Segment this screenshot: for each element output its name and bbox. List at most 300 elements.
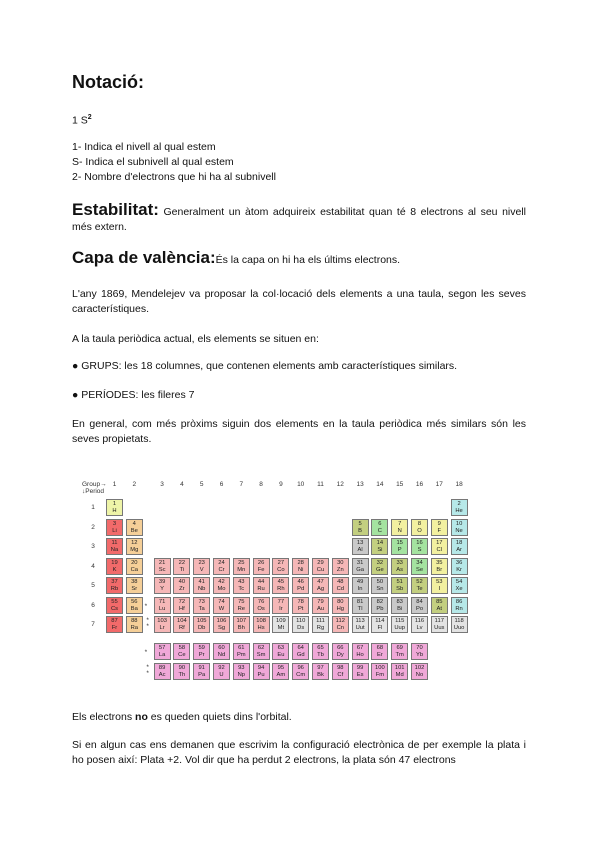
element-number: 104 [177,618,187,624]
element-H [106,499,123,516]
element-number: 83 [396,598,403,605]
element-number: 102 [414,664,425,671]
element-number: 95 [277,664,285,671]
period-label-5: 5 [91,582,95,589]
element-number: 21 [158,559,166,566]
lanthanide-marker: * [144,649,148,656]
group-label-12: 12 [336,481,344,488]
element-number: 1 [112,501,117,507]
element-Ba [126,597,143,614]
element-number: 33 [396,559,403,566]
element-Fe [253,558,270,575]
definitions-list [72,140,276,185]
element-Hf [173,597,190,614]
element-symbol: Uuo [453,625,465,631]
element-number: 6 [378,520,382,527]
element-number: 99 [356,664,364,671]
para-taula-actual: A la taula periòdica actual, els elements se situen en: [72,333,319,345]
group-label-8: 8 [259,481,263,488]
element-number: 88 [131,618,138,624]
element-number: 17 [436,540,443,546]
actinide-Cf [332,663,349,680]
element-Y [154,577,171,594]
element-number: 35 [436,559,443,566]
group-label-6: 6 [219,481,224,488]
element-As [391,558,408,575]
element-symbol: Uut [355,625,365,631]
element-symbol: Yb [415,652,424,658]
element-Be [126,519,143,536]
lanthanide-Dy [332,643,349,660]
element-number: 9 [437,520,441,527]
group-label-1: 1 [112,481,117,488]
period-label-1: 1 [91,504,95,511]
element-symbol: In [357,586,363,592]
element-symbol: Zr [179,586,185,592]
element-symbol: Tm [395,652,404,658]
element-symbol: Hf [178,605,185,612]
group-label-3: 3 [160,481,164,488]
element-number: 28 [297,559,304,566]
element-symbol: Fm [375,671,385,678]
element-symbol: U [219,671,224,678]
element-symbol: Pd [297,586,305,592]
definition-1: 1- Indica el nivell al qual estem [72,141,216,153]
element-number: 87 [111,618,118,624]
element-Te [411,577,428,594]
element-At [431,597,448,614]
element-number: 107 [236,618,247,624]
element-number: 20 [131,559,138,566]
group-label-2: 2 [132,481,137,488]
element-number: 53 [436,579,443,585]
element-Nb [193,577,210,594]
element-N [391,519,408,536]
group-label-10: 10 [297,481,305,488]
element-number: 65 [317,645,324,651]
element-symbol: Mo [217,586,226,592]
element-number: 45 [277,579,285,585]
estabilitat-text: Generalment un àtom adquireix estabilitat quan té 8 electrons al seu nivell més extern. [72,206,526,233]
lanthanide-Sm [253,643,270,660]
definition-2: S- Indica el subnivell al qual estem [72,156,234,168]
element-symbol: P [397,547,402,553]
element-symbol: Tl [357,605,363,612]
element-symbol: At [436,605,443,612]
element-number: 78 [297,598,304,605]
element-Fl [371,616,388,633]
group-label-5: 5 [199,481,204,488]
element-Ne [451,519,468,536]
element-number: 24 [218,559,225,566]
element-number: 19 [111,559,118,566]
element-number: 40 [178,579,186,585]
element-symbol: Sn [376,586,384,592]
element-number: 101 [394,664,405,671]
element-symbol: I [438,586,441,592]
element-Lv [411,616,428,633]
element-Rf [173,616,190,633]
element-number: 12 [131,540,138,546]
actinide-Pu [253,663,270,680]
element-number: 59 [198,645,205,651]
element-Cs [106,597,123,614]
group-label-17: 17 [435,481,443,488]
actinide-Pa [193,663,210,680]
element-P [391,538,408,555]
element-Lu [154,597,171,614]
para-plata: Si en algun cas ens demanen que escrivim la configuració electrònica de per exemple la plata i ho posen així: Plata +2. Vol dir que ha perdut 2 electrons, la plata són 47 electrons [72,739,526,766]
element-symbol: Ra [130,625,138,631]
element-Fr [106,616,123,633]
element-symbol: Cr [218,566,225,573]
element-symbol: Lu [158,605,166,612]
element-number: 37 [111,579,118,585]
element-number: 2 [457,501,461,507]
element-symbol: Po [415,605,424,612]
element-number: 74 [218,598,225,605]
element-symbol: Pm [236,652,246,658]
element-symbol: Bk [317,671,324,678]
element-symbol: N [397,527,402,534]
element-symbol: Hg [336,605,344,612]
element-number: 52 [416,579,423,585]
element-symbol: Dy [336,652,344,658]
lanthanide-Ho [352,643,369,660]
element-symbol: Sb [396,586,404,592]
element-number: 55 [111,598,118,605]
element-Mg [126,538,143,555]
element-number: 31 [356,559,364,566]
element-Ta [193,597,210,614]
period-label-4: 4 [91,562,95,570]
element-number: 80 [337,598,344,605]
element-Bh [233,616,250,633]
actinide-Th [173,663,190,680]
element-symbol: Mn [237,566,246,573]
element-Li [106,519,123,536]
actinide-Fm [371,663,388,680]
element-Bi [391,597,408,614]
element-number: 112 [335,618,345,624]
definition-3: 2- Nombre d'electrons que hi ha al subnivell [72,171,276,183]
element-symbol: Ga [356,566,364,573]
element-number: 26 [257,559,265,566]
element-number: 63 [277,645,285,651]
element-number: 22 [178,559,186,566]
element-Re [233,597,250,614]
actinide-Am [272,663,289,680]
element-Ca [126,558,143,575]
element-symbol: Al [357,547,363,553]
element-number: 75 [238,598,245,605]
capa-title: Capa de valència: [72,248,216,267]
element-symbol: La [158,652,166,658]
element-number: 15 [396,540,403,546]
element-Uus [431,616,448,633]
element-symbol: Re [237,605,245,612]
element-number: 67 [356,645,364,651]
element-symbol: Uus [434,625,445,631]
element-symbol: Ge [376,566,384,573]
element-number: 97 [317,664,324,671]
element-number: 91 [198,664,205,671]
lanthanide-Pr [193,643,210,660]
element-Ar [451,538,468,555]
element-symbol: Co [277,566,285,573]
element-symbol: Rn [455,605,463,612]
element-symbol: Ba [130,605,138,612]
actinide-Ac [154,663,171,680]
element-symbol: Ru [257,586,265,592]
element-number: 58 [178,645,186,651]
element-number: 69 [396,645,403,651]
element-symbol: Y [160,586,165,592]
element-I [431,577,448,594]
element-Mt [272,616,289,633]
element-Sr [126,577,143,594]
capa-text: És la capa on hi ha els últims electrons. [215,254,401,266]
element-Lr [154,616,171,633]
element-symbol: Rg [316,625,325,631]
element-Mo [213,577,230,594]
element-symbol: Ta [198,605,205,612]
element-symbol: Be [130,527,138,534]
element-number: 8 [417,520,422,527]
element-number: 111 [316,618,325,624]
element-number: 96 [297,664,304,671]
element-number: 92 [218,664,225,671]
element-symbol: Rh [277,586,285,592]
lanthanide-Eu [272,643,289,660]
element-number: 11 [111,540,118,546]
element-symbol: Cd [336,586,344,592]
element-number: 13 [356,540,364,546]
element-number: 100 [375,664,385,671]
element-symbol: Cu [316,566,325,573]
element-Pd [292,577,309,594]
para-propietats: En general, com més pròxims siguin dos elements en la taula periòdica més similars són les seves propietats. [72,418,526,445]
element-symbol: Ti [179,566,185,573]
element-number: 39 [158,579,166,585]
estabilitat-title: Estabilitat: [72,200,159,219]
element-symbol: Tc [238,586,245,592]
element-symbol: Kr [456,566,462,573]
element-number: 109 [276,618,286,624]
element-number: 7 [398,520,402,527]
element-Rg [312,616,329,633]
element-number: 4 [132,520,136,527]
element-symbol: V [199,566,204,573]
element-Ra [126,616,143,633]
element-Cu [312,558,329,575]
notacio-formula [72,110,92,129]
element-number: 32 [376,559,384,566]
element-number: 93 [238,664,245,671]
element-Ga [352,558,369,575]
element-symbol: No [415,671,424,678]
element-symbol: Rb [110,586,119,592]
group-label-4: 4 [180,481,184,488]
element-symbol: Db [197,625,206,631]
element-B [352,519,369,536]
element-number: 62 [257,645,265,651]
element-symbol: Am [276,671,286,678]
element-symbol: Uup [394,625,405,631]
element-symbol: H [112,508,117,514]
group-label-13: 13 [356,481,364,488]
element-number: 36 [455,559,463,566]
actinide-No [411,663,428,680]
element-number: 56 [131,598,138,605]
element-Cl [431,538,448,555]
element-number: 54 [455,579,463,585]
element-symbol: Cf [337,671,344,678]
element-symbol: Na [110,547,119,553]
element-Uuo [451,616,468,633]
element-Sn [371,577,388,594]
element-number: 108 [256,618,266,624]
element-number: 117 [434,618,444,624]
element-number: 79 [317,598,324,605]
element-symbol: Fl [377,625,383,631]
element-symbol: Ar [456,547,462,553]
element-number: 50 [376,579,384,585]
element-C [371,519,388,536]
period-label-6: 6 [91,601,95,609]
element-symbol: Rf [178,625,185,631]
formula-base: 1 S [72,114,88,127]
element-symbol: Th [178,671,186,678]
element-Al [352,538,369,555]
element-symbol: He [455,508,463,514]
element-Co [272,558,289,575]
element-number: 70 [416,645,423,651]
element-Uup [391,616,408,633]
element-Ds [292,616,309,633]
element-Si [371,538,388,555]
bullet-periodes: ● PERÍODES: les fileres 7 [72,389,195,401]
fblock-marker-7: * * [146,617,149,630]
element-symbol: Nb [197,586,206,592]
element-symbol: Ne [455,527,463,534]
actinide-marker: * * [146,663,149,677]
lanthanide-Tb [312,643,329,660]
element-symbol: Es [356,671,364,678]
element-number: 38 [131,579,138,585]
lanthanide-Tm [391,643,408,660]
element-symbol: Cn [336,625,344,631]
element-V [193,558,210,575]
lanthanide-Ce [173,643,190,660]
group-label-11: 11 [317,481,324,488]
element-number: 98 [337,664,344,671]
element-symbol: Gd [296,652,305,658]
group-label-15: 15 [396,481,404,488]
element-number: 18 [455,540,463,546]
element-number: 71 [158,598,166,605]
element-number: 73 [198,598,205,605]
element-symbol: As [396,566,404,573]
actinide-Bk [312,663,329,680]
para-mendelejev: L'any 1869, Mendelejev va proposar la col·locació dels elements a una taula, segon les seves característiques. [72,288,526,315]
bold-no: no [135,711,148,723]
element-Sc [154,558,171,575]
element-Ni [292,558,309,575]
element-symbol: Er [376,652,383,658]
element-number: 106 [216,618,227,624]
actinide-Md [391,663,408,680]
element-symbol: Se [415,566,424,573]
element-number: 42 [218,579,225,585]
element-Tc [233,577,250,594]
period-label-7: 7 [91,621,95,628]
lanthanide-Pm [233,643,250,660]
element-Ru [253,577,270,594]
group-label-18: 18 [455,481,463,488]
element-symbol: Pt [297,605,304,612]
group-label-9: 9 [279,481,283,488]
element-Os [253,597,270,614]
element-symbol: Pa [198,671,206,678]
capa-section [72,250,526,268]
element-number: 47 [317,579,324,585]
element-number: 84 [416,598,423,605]
element-S [411,538,428,555]
element-Ti [173,558,190,575]
element-number: 14 [376,540,384,546]
element-number: 68 [376,645,384,651]
element-number: 49 [356,579,364,585]
element-number: 115 [395,618,405,624]
element-symbol: W [218,605,225,612]
element-In [352,577,369,594]
actinide-Cm [292,663,309,680]
element-symbol: Cl [436,547,443,553]
para-electrons: Els electrons no es queden quiets dins l'orbital. [72,711,292,723]
element-number: 66 [337,645,344,651]
element-Ag [312,577,329,594]
periodic-table [78,478,478,693]
element-symbol: Os [257,605,265,612]
element-symbol: Pb [376,605,384,612]
element-symbol: Np [237,671,245,678]
element-symbol: K [112,566,117,573]
element-symbol: C [377,527,382,534]
element-Kr [451,558,468,575]
element-number: 103 [157,618,167,624]
element-number: 51 [396,579,403,585]
group-label-7: 7 [239,481,244,488]
element-number: 61 [238,645,245,651]
element-Rh [272,577,289,594]
element-symbol: Fr [111,625,118,631]
element-number: 25 [238,559,245,566]
actinide-Np [233,663,250,680]
element-symbol: Sc [158,566,166,573]
element-Uut [352,616,369,633]
element-symbol: Pu [257,671,265,678]
element-Rb [106,577,123,594]
element-number: 114 [375,618,385,624]
element-symbol: Te [416,586,423,592]
element-symbol: Ca [130,566,138,573]
element-symbol: Pr [198,652,205,658]
element-number: 110 [296,618,306,624]
element-symbol: F [437,527,442,534]
notacio-title: Notació: [72,72,144,92]
element-number: 94 [257,664,265,671]
